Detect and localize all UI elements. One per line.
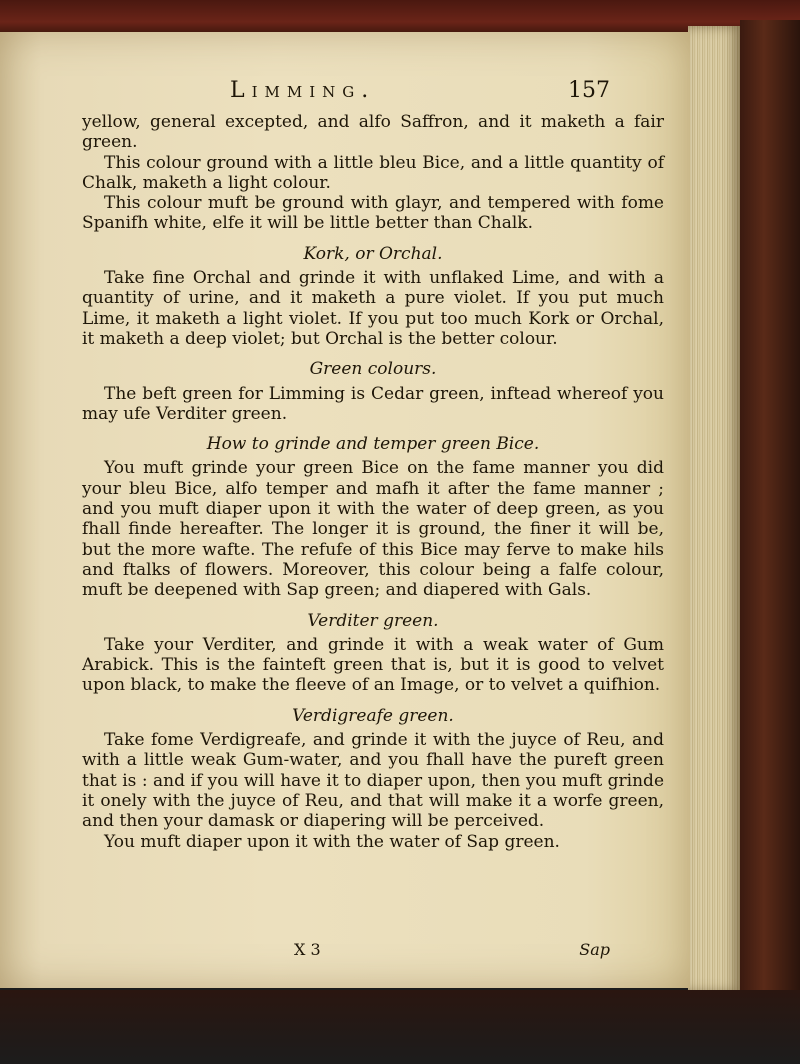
paragraph: This colour muft be ground with glayr, and tempered with fome Spanifh white, elfe it will be little better than Chalk.: [82, 193, 664, 234]
book-cover-right: [740, 20, 800, 1000]
book-cover-bottom: [0, 990, 800, 1064]
section-heading: Green colours.: [309, 359, 437, 380]
section-heading: Verditer green.: [307, 610, 439, 631]
paragraph: This colour ground with a little bleu Bice, and a little quantity of Chalk, maketh a light colour.: [82, 152, 664, 193]
page-number: 157: [568, 78, 610, 103]
paragraph: Take fine Orchal and grinde it with unflaked Lime, and with a quantity of urine, and it maketh a pure violet. If you put much Lime, it maketh a light violet. If you put too much Kork or Orchal, it maketh a deep violet; but Orchal is the better colour.: [82, 268, 664, 349]
running-head: Limming.: [230, 78, 376, 103]
page-edges: [688, 26, 740, 992]
paragraph: You muft diaper upon it with the water of Sap green.: [104, 831, 560, 852]
paragraph: yellow, general excepted, and alfo Saffron, and it maketh a fair green.: [82, 112, 664, 153]
paragraph: Take fome Verdigreafe, and grinde it with the juyce of Reu, and with a little weak Gum-water, and you fhall have the pureft green that is : and if you will have it to diaper upon, then you muft grinde it onely with the juyce of Reu, and that will make it a worfe green, and then your damask or diapering will be perceived.: [82, 730, 664, 832]
paragraph: Take your Verditer, and grinde it with a weak water of Gum Arabick. This is the fainteft green that is, but it is good to velvet upon black, to make the fleeve of an Image, or to velvet a quifhion.: [82, 634, 664, 696]
page-text: [82, 112, 664, 852]
paragraph: You muft grinde your green Bice on the fame manner you did your bleu Bice, alfo temper and mafh it after the fame manner ; and you muft diaper upon it with the water of deep green, as you fhall finde hereafter. The longer it is ground, the finer it will be, but the more wafte. The refufe of this Bice may ferve to make hils and ftalks of flowers. Moreover, this colour being a falfe colour, muft be deepened with Sap green; and diapered with Gals.: [82, 458, 664, 601]
catchword: Sap: [579, 940, 610, 959]
paragraph: The beft green for Limming is Cedar green, inftead whereof you may ufe Verditer green.: [82, 383, 664, 424]
signature-mark: X 3: [294, 940, 321, 959]
section-heading: How to grinde and temper green Bice.: [206, 434, 540, 455]
page-footer: [82, 940, 664, 962]
section-heading: Kork, or Orchal.: [303, 243, 443, 264]
section-heading: Verdigreafe green.: [292, 705, 454, 726]
